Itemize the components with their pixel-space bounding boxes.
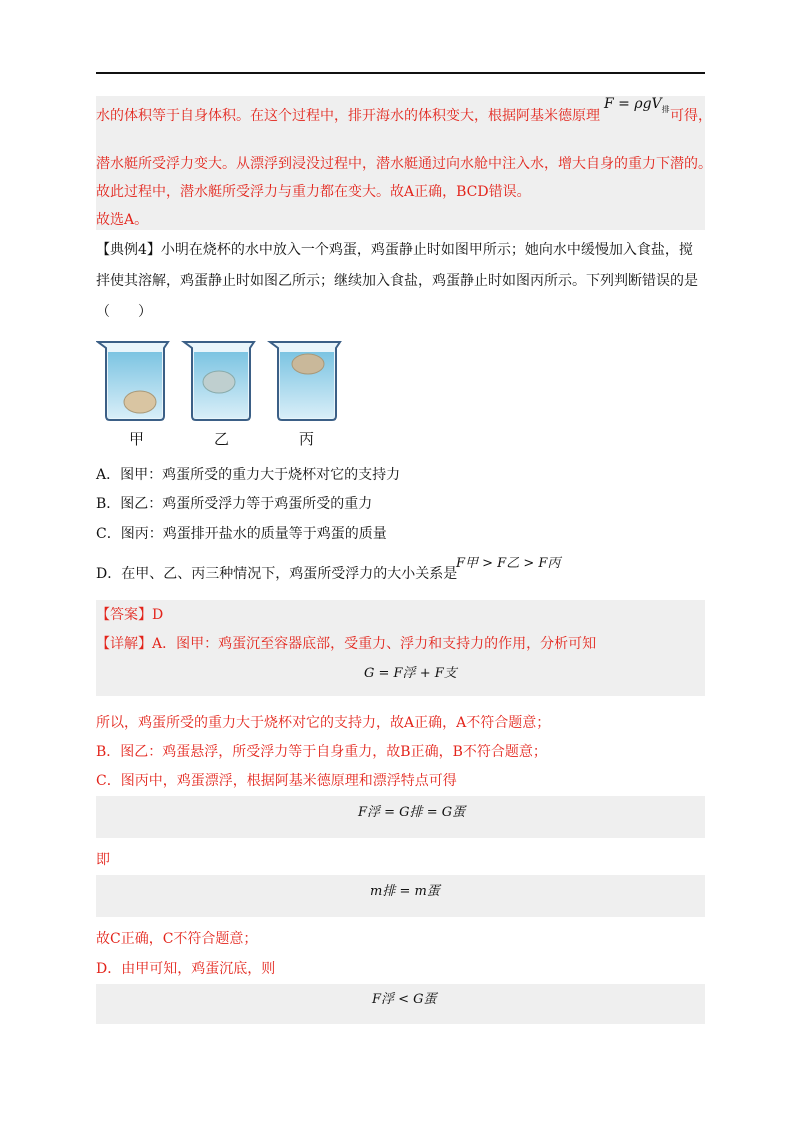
equation-3: m排 = m蛋 [370, 884, 440, 899]
prev-line-4: 故选A。 [96, 212, 149, 228]
detail-line-b: B．图乙：鸡蛋悬浮，所受浮力等于自身重力，故B正确，B不符合题意； [96, 744, 547, 760]
figure-label-bing: 丙 [299, 430, 315, 448]
egg-yi [203, 371, 235, 393]
egg-bing [292, 354, 324, 374]
beaker-bing [270, 342, 340, 420]
equation-4: F浮 < G蛋 [372, 992, 437, 1007]
prev-line-1: 水的体积等于自身体积。在这个过程中，排开海水的体积变大，根据阿基米德原理 [96, 108, 600, 124]
question-line-1: 【典例4】小明在烧杯的水中放入一个鸡蛋，鸡蛋静止时如图甲所示；她向水中缓慢加入食盐，搅 [96, 242, 693, 258]
prev-line-2: 潜水艇所受浮力变大。从漂浮到浸没过程中，潜水艇通过向水舱中注入水，增大自身的重力下潜的。 [96, 156, 712, 172]
figure-label-yi: 乙 [214, 430, 230, 448]
beaker-jia [98, 342, 168, 420]
beaker-yi [184, 342, 254, 420]
option-b: B．图乙：鸡蛋所受浮力等于鸡蛋所受的重力 [96, 496, 373, 512]
equation-1: G = F浮 + F支 [364, 666, 457, 681]
question-line-2: 拌使其溶解，鸡蛋静止时如图乙所示；继续加入食盐，鸡蛋静止时如图丙所示。下列判断错误的是 [96, 273, 698, 289]
top-rule [96, 72, 705, 74]
egg-jia [124, 391, 156, 413]
beaker-figure [96, 338, 346, 423]
prev-line-1-end: 可得， [670, 108, 712, 124]
ji-text: 即 [96, 852, 110, 868]
question-line-3: （ ） [96, 304, 152, 320]
option-a: A．图甲：鸡蛋所受的重力大于烧杯对它的支持力 [96, 467, 401, 483]
detail-line-d: D．由甲可知，鸡蛋沉底，则 [96, 961, 276, 977]
answer-label: 【答案】D [96, 607, 164, 623]
option-d: D．在甲、乙、丙三种情况下，鸡蛋所受浮力的大小关系是 [96, 566, 458, 582]
option-d-formula: F甲 > F乙 > F丙 [456, 556, 561, 571]
detail-line-c2: 故C正确，C不符合题意； [96, 931, 258, 947]
question-label: 【典例4】 [96, 242, 161, 258]
equation-2: F浮 = G排 = G蛋 [358, 805, 466, 820]
detail-line-a: 所以，鸡蛋所受的重力大于烧杯对它的支持力，故A正确，A不符合题意； [96, 715, 551, 731]
figure-label-jia: 甲 [129, 430, 145, 448]
detail-line: 【详解】A．图甲：鸡蛋沉至容器底部，受重力、浮力和支持力的作用，分析可知 [96, 636, 597, 652]
detail-line-c: C．图丙中，鸡蛋漂浮，根据阿基米德原理和漂浮特点可得 [96, 773, 457, 789]
detail-label: 【详解】 [96, 636, 152, 652]
prev-line-3: 故此过程中，潜水艇所受浮力与重力都在变大。故A正确，BCD错误。 [96, 184, 531, 200]
option-c: C．图丙：鸡蛋排开盐水的质量等于鸡蛋的质量 [96, 526, 387, 542]
formula-archimedes: F = ρgV$_排$ [604, 96, 670, 114]
